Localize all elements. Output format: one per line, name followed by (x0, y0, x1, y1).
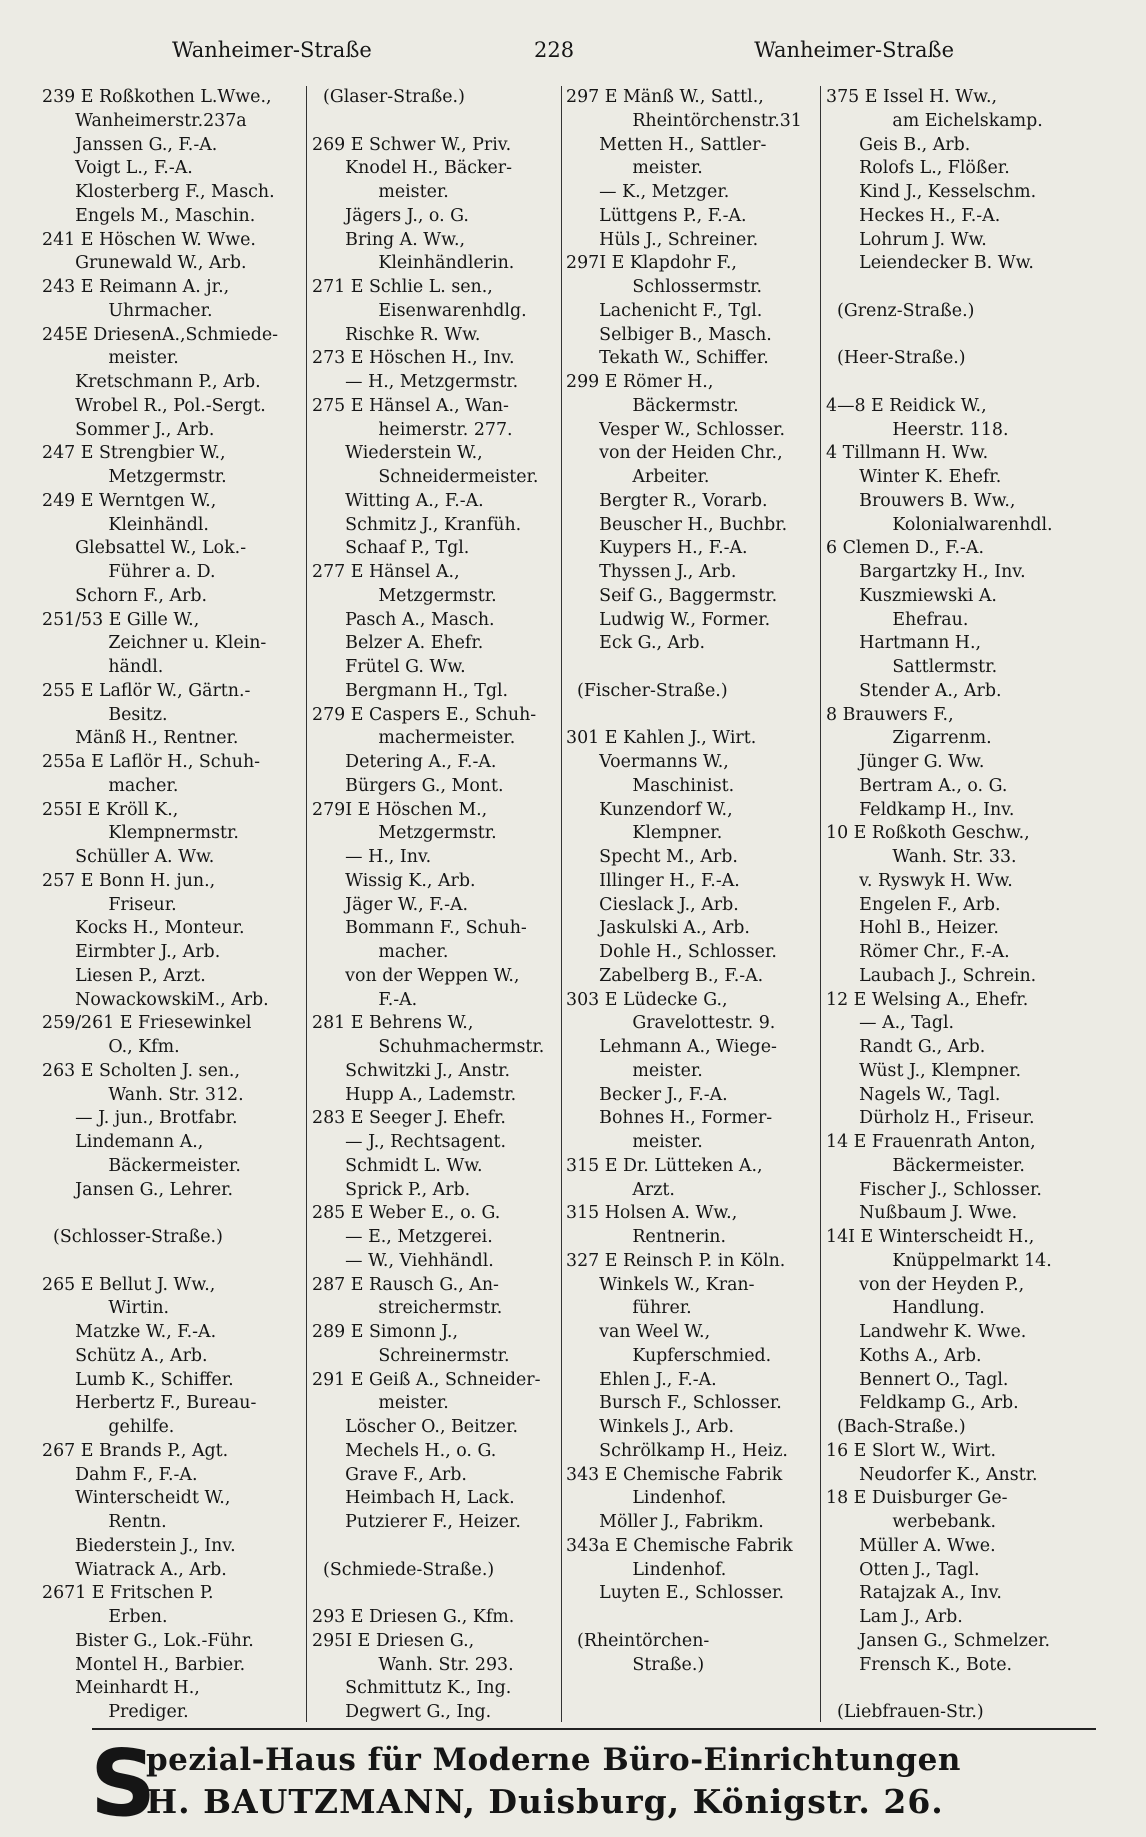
directory-entry-line: Zigarrenm. (826, 728, 992, 749)
directory-entry-line: 265 E Bellut J. Ww., (42, 1274, 216, 1295)
directory-entry-line: Schreinermstr. (312, 1345, 510, 1366)
directory-entry-line: meister. (312, 1393, 449, 1414)
directory-entry-line: 343 E Chemische Fabrik (566, 1464, 783, 1485)
directory-entry-line: — J., Rechtsagent. (312, 1132, 507, 1152)
directory-entry-line: Kind J., Kesselschm. (826, 182, 1037, 202)
directory-entry-line: Arbeiter. (566, 467, 710, 487)
directory-entry-line: 6 Clemen D., F.-A. (826, 538, 985, 559)
directory-entry-line: Biederstein J., Inv. (42, 1535, 236, 1556)
directory-entry-line: Schorn F., Arb. (42, 585, 208, 606)
directory-entry-line: Feldkamp G., Arb. (826, 1393, 1019, 1414)
directory-entry-line: Winterscheidt W., (42, 1488, 231, 1509)
directory-entry-line: Heimbach H, Lack. (312, 1488, 515, 1509)
directory-entry-line: 273 E Höschen H., Inv. (312, 348, 515, 369)
directory-entry-line: meister. (566, 1132, 703, 1152)
directory-entry-line: Bargartzky H., Inv. (826, 562, 1026, 582)
advertisement-headline: pezial-Haus für Moderne Büro-Einrichtungen (146, 1742, 961, 1778)
directory-entry-line: Grunewald W., Arb. (42, 253, 247, 274)
directory-entry-line: Witting A., F.-A. (312, 490, 484, 511)
directory-entry-line: Lohrum J. Ww. (826, 229, 987, 250)
directory-entry-line: 279 E Caspers E., Schuh- (312, 704, 537, 725)
directory-entry-line: (Heer-Straße.) (826, 348, 966, 369)
directory-column-1 (42, 86, 310, 1722)
directory-entry-line: Eisenwarenhdlg. (312, 300, 527, 321)
directory-entry-line: Jaskulski A., Arb. (566, 918, 750, 939)
directory-column-3 (566, 86, 834, 1722)
directory-column-2 (312, 86, 580, 1722)
directory-entry-line: Kupferschmied. (566, 1345, 772, 1366)
directory-entry-line: Jansen G., Schmelzer. (826, 1630, 1051, 1651)
directory-entry-line: von der Heiden Chr., (566, 443, 783, 464)
directory-entry-line: Schwitzki J., Anstr. (312, 1060, 511, 1081)
directory-entry-line: Klosterberg F., Masch. (42, 182, 275, 202)
directory-entry-line: am Eichelskamp. (826, 110, 1043, 131)
directory-entry-line: Cieslack J., Arb. (566, 894, 739, 915)
directory-entry-line: Knüppelmarkt 14. (826, 1250, 1052, 1271)
directory-entry-line: Lachenicht F., Tgl. (566, 300, 763, 321)
directory-entry-line: meister. (566, 158, 703, 179)
directory-entry-line: (Schmiede-Straße.) (312, 1559, 495, 1580)
directory-entry-line: Seif G., Baggermstr. (566, 585, 778, 606)
directory-entry-line: Bring A. Ww., (312, 229, 466, 250)
directory-entry-line: 295I E Driesen G., (312, 1630, 475, 1651)
directory-entry-line: Heerstr. 118. (826, 419, 1009, 440)
directory-entry-line: Metzgermstr. (42, 467, 227, 487)
directory-entry-line: 257 E Bonn H. jun., (42, 870, 216, 891)
directory-entry-line: Schlossermstr. (566, 277, 763, 297)
directory-entry-line: 299 E Römer H., (566, 372, 714, 392)
directory-entry-line: 10 E Roßkoth Geschw., (826, 823, 1030, 844)
directory-entry-line: Randt G., Arb. (826, 1037, 986, 1057)
directory-entry-line: Koths A., Arb. (826, 1345, 982, 1366)
header-left-street: Wanheimer-Straße (172, 38, 372, 62)
directory-entry-line: Wissig K., Arb. (312, 870, 476, 891)
directory-entry-line: Liesen P., Arzt. (42, 965, 206, 986)
directory-entry-line: Schütz A., Arb. (42, 1345, 208, 1366)
directory-entry-line: Hüls J., Schreiner. (566, 229, 759, 250)
directory-entry-line: Bäckermstr. (566, 395, 739, 416)
directory-entry-line: Handlung. (826, 1298, 985, 1319)
directory-entry-line: 259/261 E Friesewinkel (42, 1013, 252, 1034)
directory-entry-line: Rischke R. Ww. (312, 324, 481, 345)
directory-entry-line: 14 E Frauenrath Anton, (826, 1132, 1036, 1152)
directory-entry-line: Hohl B., Heizer. (826, 918, 999, 939)
directory-entry-line: machermeister. (312, 728, 516, 749)
directory-entry-line: Bürgers G., Mont. (312, 775, 504, 796)
directory-entry-line: 285 E Weber E., o. G. (312, 1203, 501, 1224)
directory-entry-line: 301 E Kahlen J., Wirt. (566, 728, 757, 749)
directory-entry-line: 12 E Welsing A., Ehefr. (826, 989, 1029, 1010)
directory-entry-line: Sattlermstr. (826, 657, 998, 677)
directory-entry-line: Glebsattel W., Lok.- (42, 538, 247, 559)
directory-entry-line: Ehefrau. (826, 609, 969, 630)
directory-entry-line: 343a E Chemische Fabrik (566, 1535, 793, 1556)
directory-entry-line: Thyssen J., Arb. (566, 562, 737, 582)
directory-entry-line: Otten J., Tagl. (826, 1559, 980, 1580)
directory-entry-line: Fischer J., Schlosser. (826, 1179, 1042, 1200)
directory-entry-line: Dahm F., F.-A. (42, 1464, 198, 1485)
directory-entry-line: Straße.) (566, 1654, 705, 1675)
header-right-street: Wanheimer-Straße (754, 38, 954, 62)
directory-entry-line: Metzgermstr. (312, 585, 497, 606)
directory-entry-line: 255a E Laflör H., Schuh- (42, 752, 261, 772)
directory-entry-line: Erben. (42, 1607, 168, 1627)
directory-entry-line: Möller J., Fabrikm. (566, 1512, 764, 1532)
directory-entry-line: NowackowskiM., Arb. (42, 989, 269, 1010)
directory-entry-line: 255 E Laflör W., Gärtn.- (42, 680, 251, 701)
directory-entry-line: Müller A. Wwe. (826, 1535, 996, 1556)
directory-entry-line (42, 1250, 310, 1274)
directory-entry-line: Schmidt L. Ww. (312, 1155, 483, 1176)
directory-entry-line: werbebank. (826, 1512, 997, 1532)
advertisement-initial: S (90, 1730, 157, 1837)
directory-entry-line: Rolofs L., Flößer. (826, 158, 1010, 179)
directory-entry-line: Nußbaum J. Wwe. (826, 1203, 1018, 1224)
directory-entry-line: (Schlosser-Straße.) (42, 1227, 223, 1247)
directory-entry-line: Frütel G. Ww. (312, 657, 466, 677)
directory-entry-line: Lehmann A., Wiege- (566, 1037, 777, 1057)
directory-entry-line: Feldkamp H., Inv. (826, 799, 1015, 820)
directory-entry-line: Friseur. (42, 894, 177, 915)
directory-entry-line: Eirmbter J., Arb. (42, 942, 221, 962)
directory-entry-line: Becker J., F.-A. (566, 1084, 728, 1105)
directory-entry-line: von der Heyden P., (826, 1274, 1025, 1295)
directory-entry-line: (Rheintörchen- (566, 1630, 710, 1651)
directory-entry-line: Wanh. Str. 312. (42, 1084, 244, 1105)
directory-entry-line: 2671 E Fritschen P. (42, 1583, 214, 1604)
directory-entry-line: Leiendecker B. Ww. (826, 253, 1034, 274)
directory-entry-line: Lindenhof. (566, 1488, 727, 1509)
directory-entry-line: führer. (566, 1298, 692, 1319)
directory-entry-line: Wüst J., Klempner. (826, 1060, 1022, 1081)
directory-entry-line: Wirtin. (42, 1298, 170, 1319)
directory-entry-line (826, 1677, 1116, 1701)
directory-entry-line: 271 E Schlie L. sen., (312, 277, 493, 297)
directory-entry-line: Beuscher H., Buchbr. (566, 514, 788, 535)
directory-entry-line: (Liebfrauen-Str.) (826, 1702, 984, 1722)
page-header (42, 38, 1104, 72)
directory-entry-line: Landwehr K. Wwe. (826, 1322, 1027, 1342)
directory-entry-line: 14I E Winterscheidt H., (826, 1227, 1035, 1247)
directory-column-4 (826, 86, 1116, 1722)
directory-entry-line: 277 E Hänsel A., (312, 562, 460, 582)
directory-entry-line: — E., Metzgerei. (312, 1227, 493, 1247)
directory-entry-line (826, 276, 1116, 300)
directory-entry-line: (Fischer-Straße.) (566, 680, 728, 701)
directory-entry-line: Schmitz J., Kranfüh. (312, 514, 522, 535)
directory-entry-line: Wanh. Str. 33. (826, 847, 1017, 867)
directory-entry-line: Klempner. (566, 823, 723, 844)
directory-entry-line: Schmittutz K., Ing. (312, 1678, 512, 1699)
directory-entry-line: 289 E Simonn J., (312, 1322, 458, 1342)
directory-entry-line: Wiatrack A., Arb. (42, 1559, 227, 1580)
directory-entry-line: (Grenz-Straße.) (826, 300, 975, 321)
directory-entry-line: Bergter R., Vorarb. (566, 490, 768, 511)
directory-entry-line: Laubach J., Schrein. (826, 965, 1037, 986)
directory-entry-line: Kuszmiewski A. (826, 585, 997, 606)
directory-entry-line: Jäger W., F.-A. (312, 894, 469, 915)
directory-entry-line: Schaaf P., Tgl. (312, 538, 470, 559)
directory-entry-line: Detering A., F.-A. (312, 752, 497, 772)
directory-entry-line: 275 E Hänsel A., Wan- (312, 395, 509, 416)
directory-entry-line: 4—8 E Reidick W., (826, 395, 987, 416)
directory-entry-line: Bennert O., Tagl. (826, 1369, 1009, 1390)
directory-entry-line: Lam J., Arb. (826, 1607, 963, 1627)
directory-entry-line: Sommer J., Arb. (42, 419, 215, 440)
directory-entry-line: 303 E Lüdecke G., (566, 989, 728, 1010)
directory-entry-line: 18 E Duisburger Ge- (826, 1488, 1008, 1509)
directory-entry-line (566, 656, 834, 680)
directory-entry-line: Führer a. D. (42, 562, 216, 582)
directory-entry-line: Dürholz H., Friseur. (826, 1108, 1035, 1129)
directory-entry-line: Besitz. (42, 704, 168, 725)
directory-entry-line: Vesper W., Schlosser. (566, 419, 785, 440)
directory-entry-line: 291 E Geiß A., Schneider- (312, 1369, 541, 1390)
directory-entry-line: Voigt L., F.-A. (42, 158, 193, 179)
advertisement-rule (92, 1728, 1096, 1730)
directory-entry-line: 375 E Issel H. Ww., (826, 87, 998, 107)
directory-entry-line (566, 704, 834, 728)
directory-entry-line: 293 E Driesen G., Kfm. (312, 1607, 515, 1627)
directory-entry-line (42, 1202, 310, 1226)
directory-entry-line: Luyten E., Schlosser. (566, 1583, 784, 1604)
directory-entry-line: Klempnermstr. (42, 823, 239, 844)
directory-entry-line: 315 E Dr. Lütteken A., (566, 1155, 763, 1176)
directory-entry-line: Metten H., Sattler- (566, 134, 767, 155)
directory-entry-line: Winkels J., Arb. (566, 1417, 735, 1437)
directory-entry-line: Bäckermeister. (42, 1155, 241, 1176)
directory-entry-line: Ehlen J., F.-A. (566, 1369, 717, 1390)
directory-entry-line: 269 E Schwer W., Priv. (312, 134, 512, 155)
directory-entry-line (312, 110, 580, 134)
directory-entry-line: Kretschmann P., Arb. (42, 372, 261, 392)
directory-entry-line: Janssen G., F.-A. (42, 134, 218, 155)
directory-entry-line: 315 Holsen A. Ww., (566, 1203, 738, 1224)
directory-entry-line: Geis B., Arb. (826, 134, 971, 155)
directory-entry-line: Löscher O., Beitzer. (312, 1417, 519, 1437)
directory-entry-line: Wanh. Str. 293. (312, 1654, 514, 1675)
directory-entry-line: Specht M., Arb. (566, 847, 738, 867)
directory-entry-line (826, 371, 1116, 395)
directory-entry-line: Belzer A. Ehefr. (312, 633, 484, 654)
directory-entry-line: meister. (566, 1060, 703, 1081)
directory-entry-line: Sprick P., Arb. (312, 1179, 471, 1200)
directory-entry-line: Meinhardt H., (42, 1678, 200, 1699)
directory-entry-line: Illinger H., F.-A. (566, 870, 740, 891)
directory-entry-line: 287 E Rausch G., An- (312, 1274, 499, 1295)
directory-entry-line: Prediger. (42, 1702, 189, 1722)
directory-entry-line: Hartmann H., (826, 633, 982, 654)
directory-entry-line: 267 E Brands P., Agt. (42, 1440, 229, 1461)
directory-entry-line: F.-A. (312, 989, 418, 1010)
directory-entry-line: 16 E Slort W., Wirt. (826, 1440, 997, 1461)
directory-entry-line: Wiederstein W., (312, 443, 483, 464)
directory-entry-line: Frensch K., Bote. (826, 1654, 1013, 1675)
directory-entry-line: van Weel W., (566, 1322, 711, 1342)
directory-entry-line: Dohle H., Schlosser. (566, 942, 777, 962)
directory-entry-line: — H., Inv. (312, 847, 432, 867)
directory-entry-line: 263 E Scholten J. sen., (42, 1060, 240, 1081)
directory-entry-line: Schuhmachermstr. (312, 1037, 545, 1057)
directory-entry-line: Lumb K., Schiffer. (42, 1369, 234, 1390)
directory-entry-line: Kolonialwarenhdl. (826, 514, 1053, 535)
directory-entry-line: (Bach-Straße.) (826, 1417, 966, 1437)
directory-entry-line: Zabelberg B., F.-A. (566, 965, 764, 986)
directory-entry-line: gehilfe. (42, 1417, 175, 1437)
directory-entry-line: macher. (42, 775, 179, 796)
directory-entry-line: Arzt. (566, 1179, 675, 1200)
directory-entry-line: 247 E Strengbier W., (42, 443, 226, 464)
directory-entry-line: Winkels W., Kran- (566, 1274, 755, 1295)
directory-entry-line: Neudorfer K., Anstr. (826, 1464, 1038, 1485)
directory-entry-line: händl. (42, 657, 164, 677)
directory-entry-line: Degwert G., Ing. (312, 1702, 492, 1722)
directory-entry-line: Rheintörchenstr.31 (566, 110, 802, 131)
directory-entry-line: Schüller A. Ww. (42, 847, 215, 867)
directory-entry-line: Brouwers B. Ww., (826, 490, 1016, 511)
directory-entry-line: Kuypers H., F.-A. (566, 538, 748, 559)
directory-entry-line: (Glaser-Straße.) (312, 87, 465, 107)
directory-entry-line: Voermanns W., (566, 752, 729, 772)
directory-entry-line: Selbiger B., Masch. (566, 324, 772, 345)
directory-entry-line: 281 E Behrens W., (312, 1013, 474, 1034)
directory-entry-line (312, 1582, 580, 1606)
directory-entry-line: Kleinhändl. (42, 514, 209, 535)
directory-entry-line: 243 E Reimann A. jr., (42, 277, 230, 297)
directory-entry-line: Kleinhändlerin. (312, 253, 515, 274)
directory-entry-line: Herbertz F., Bureau- (42, 1393, 257, 1414)
directory-entry-line: O., Kfm. (42, 1037, 180, 1057)
directory-entry-line (566, 1606, 834, 1630)
directory-entry-line: Bohnes H., Former- (566, 1108, 773, 1129)
directory-entry-line: Maschinist. (566, 775, 735, 796)
directory-entry-line: Bergmann H., Tgl. (312, 680, 509, 701)
directory-entry-line: macher. (312, 942, 449, 962)
directory-entry-line: Ludwig W., Former. (566, 609, 771, 630)
directory-entry-line: 279I E Höschen M., (312, 799, 488, 820)
directory-entry-line: Jünger G. Ww. (826, 752, 985, 772)
directory-entry-line: Matzke W., F.-A. (42, 1322, 217, 1342)
directory-entry-line: von der Weppen W., (312, 965, 520, 986)
directory-entry-line: Pasch A., Masch. (312, 609, 495, 630)
directory-entry-line: Wanheimerstr.237a (42, 110, 247, 131)
directory-entry-line: Gravelottestr. 9. (566, 1013, 776, 1034)
directory-entry-line: Bursch F., Schlosser. (566, 1393, 782, 1414)
directory-entry-line: Wrobel R., Pol.-Sergt. (42, 395, 266, 416)
directory-entry-line: Kunzendorf W., (566, 799, 733, 820)
directory-entry-line: Eck G., Arb. (566, 633, 706, 654)
directory-entry-line: meister. (42, 348, 179, 369)
directory-entry-line: Tekath W., Schiffer. (566, 348, 769, 369)
directory-entry-line: Stender A., Arb. (826, 680, 1002, 701)
directory-entry-line: Schneidermeister. (312, 467, 539, 487)
directory-entry-line: Knodel H., Bäcker- (312, 158, 513, 179)
directory-entry-line: Mechels H., o. G. (312, 1440, 497, 1461)
directory-entry-line (312, 1535, 580, 1559)
directory-entry-line: Rentn. (42, 1512, 167, 1532)
directory-entry-line: 239 E Roßkothen L.Wwe., (42, 87, 272, 107)
directory-entry-line: Schrölkamp H., Heiz. (566, 1440, 788, 1461)
directory-entry-line: Engelen F., Arb. (826, 894, 1001, 915)
directory-entry-line: Engels M., Maschin. (42, 205, 256, 226)
directory-entry-line: — J. jun., Brotfabr. (42, 1108, 238, 1129)
directory-entry-line: v. Ryswyk H. Ww. (826, 870, 1013, 891)
page-number: 228 (534, 38, 575, 62)
advertisement-address: H. BAUTZMANN, Duisburg, Königstr. 26. (146, 1782, 944, 1821)
directory-entry-line: Heckes H., F.-A. (826, 205, 1001, 226)
directory-entry-line: — K., Metzger. (566, 182, 730, 202)
directory-entry-line: 297I E Klapdohr F., (566, 253, 737, 274)
directory-entry-line: 4 Tillmann H. Ww. (826, 443, 989, 464)
directory-entry-line: Zeichner u. Klein- (42, 633, 267, 654)
directory-entry-line: Kocks H., Monteur. (42, 918, 245, 939)
directory-entry-line: heimerstr. 277. (312, 419, 513, 440)
directory-entry-line: — H., Metzgermstr. (312, 372, 519, 392)
directory-entry-line: Jägers J., o. G. (312, 205, 469, 226)
directory-entry-line (826, 324, 1116, 348)
directory-entry-line: Metzgermstr. (312, 823, 497, 844)
directory-entry-line: Winter K. Ehefr. (826, 467, 1002, 487)
directory-entry-line: Jansen G., Lehrer. (42, 1179, 234, 1200)
directory-entry-line: 241 E Höschen W. Wwe. (42, 229, 256, 250)
directory-entry-line: Bommann F., Schuh- (312, 918, 527, 939)
directory-entry-line: Uhrmacher. (42, 300, 213, 321)
advertisement (90, 1730, 1100, 1837)
directory-entry-line: Rentnerin. (566, 1227, 727, 1247)
directory-entry-line: 283 E Seeger J. Ehefr. (312, 1108, 506, 1129)
directory-entry-line: 327 E Reinsch P. in Köln. (566, 1250, 786, 1271)
directory-entry-line: Römer Chr., F.-A. (826, 942, 1010, 962)
directory-entry-line: Bister G., Lok.-Führ. (42, 1630, 254, 1651)
directory-entry-line: Ratajzak A., Inv. (826, 1583, 1002, 1604)
directory-entry-line: 255I E Kröll K., (42, 799, 179, 820)
directory-entry-line: 8 Brauwers F., (826, 704, 954, 725)
directory-entry-line: Lindenhof. (566, 1559, 727, 1580)
directory-entry-line: Lüttgens P., F.-A. (566, 205, 747, 226)
directory-entry-line: Montel H., Barbier. (42, 1654, 246, 1675)
directory-entry-line: Grave F., Arb. (312, 1464, 467, 1485)
directory-entry-line: — W., Viehhändl. (312, 1250, 494, 1271)
directory-entry-line: Bertram A., o. G. (826, 775, 1008, 796)
directory-entry-line: — A., Tagl. (826, 1013, 955, 1034)
directory-entry-line: Putzierer F., Heizer. (312, 1512, 521, 1532)
directory-entry-line: Hupp A., Lademstr. (312, 1084, 517, 1105)
directory-entry-line: 245E DriesenA.,Schmiede- (42, 324, 279, 345)
directory-entry-line: meister. (312, 182, 449, 202)
directory-entry-line: Mänß H., Rentner. (42, 728, 239, 749)
directory-entry-line: Lindemann A., (42, 1132, 204, 1152)
directory-entry-line: 297 E Mänß W., Sattl., (566, 87, 764, 107)
directory-entry-line: Nagels W., Tagl. (826, 1084, 1001, 1105)
directory-entry-line: Bäckermeister. (826, 1155, 1025, 1176)
directory-entry-line: 251/53 E Gille W., (42, 609, 200, 630)
directory-entry-line: 249 E Werntgen W., (42, 490, 217, 511)
directory-entry-line: streichermstr. (312, 1298, 503, 1319)
